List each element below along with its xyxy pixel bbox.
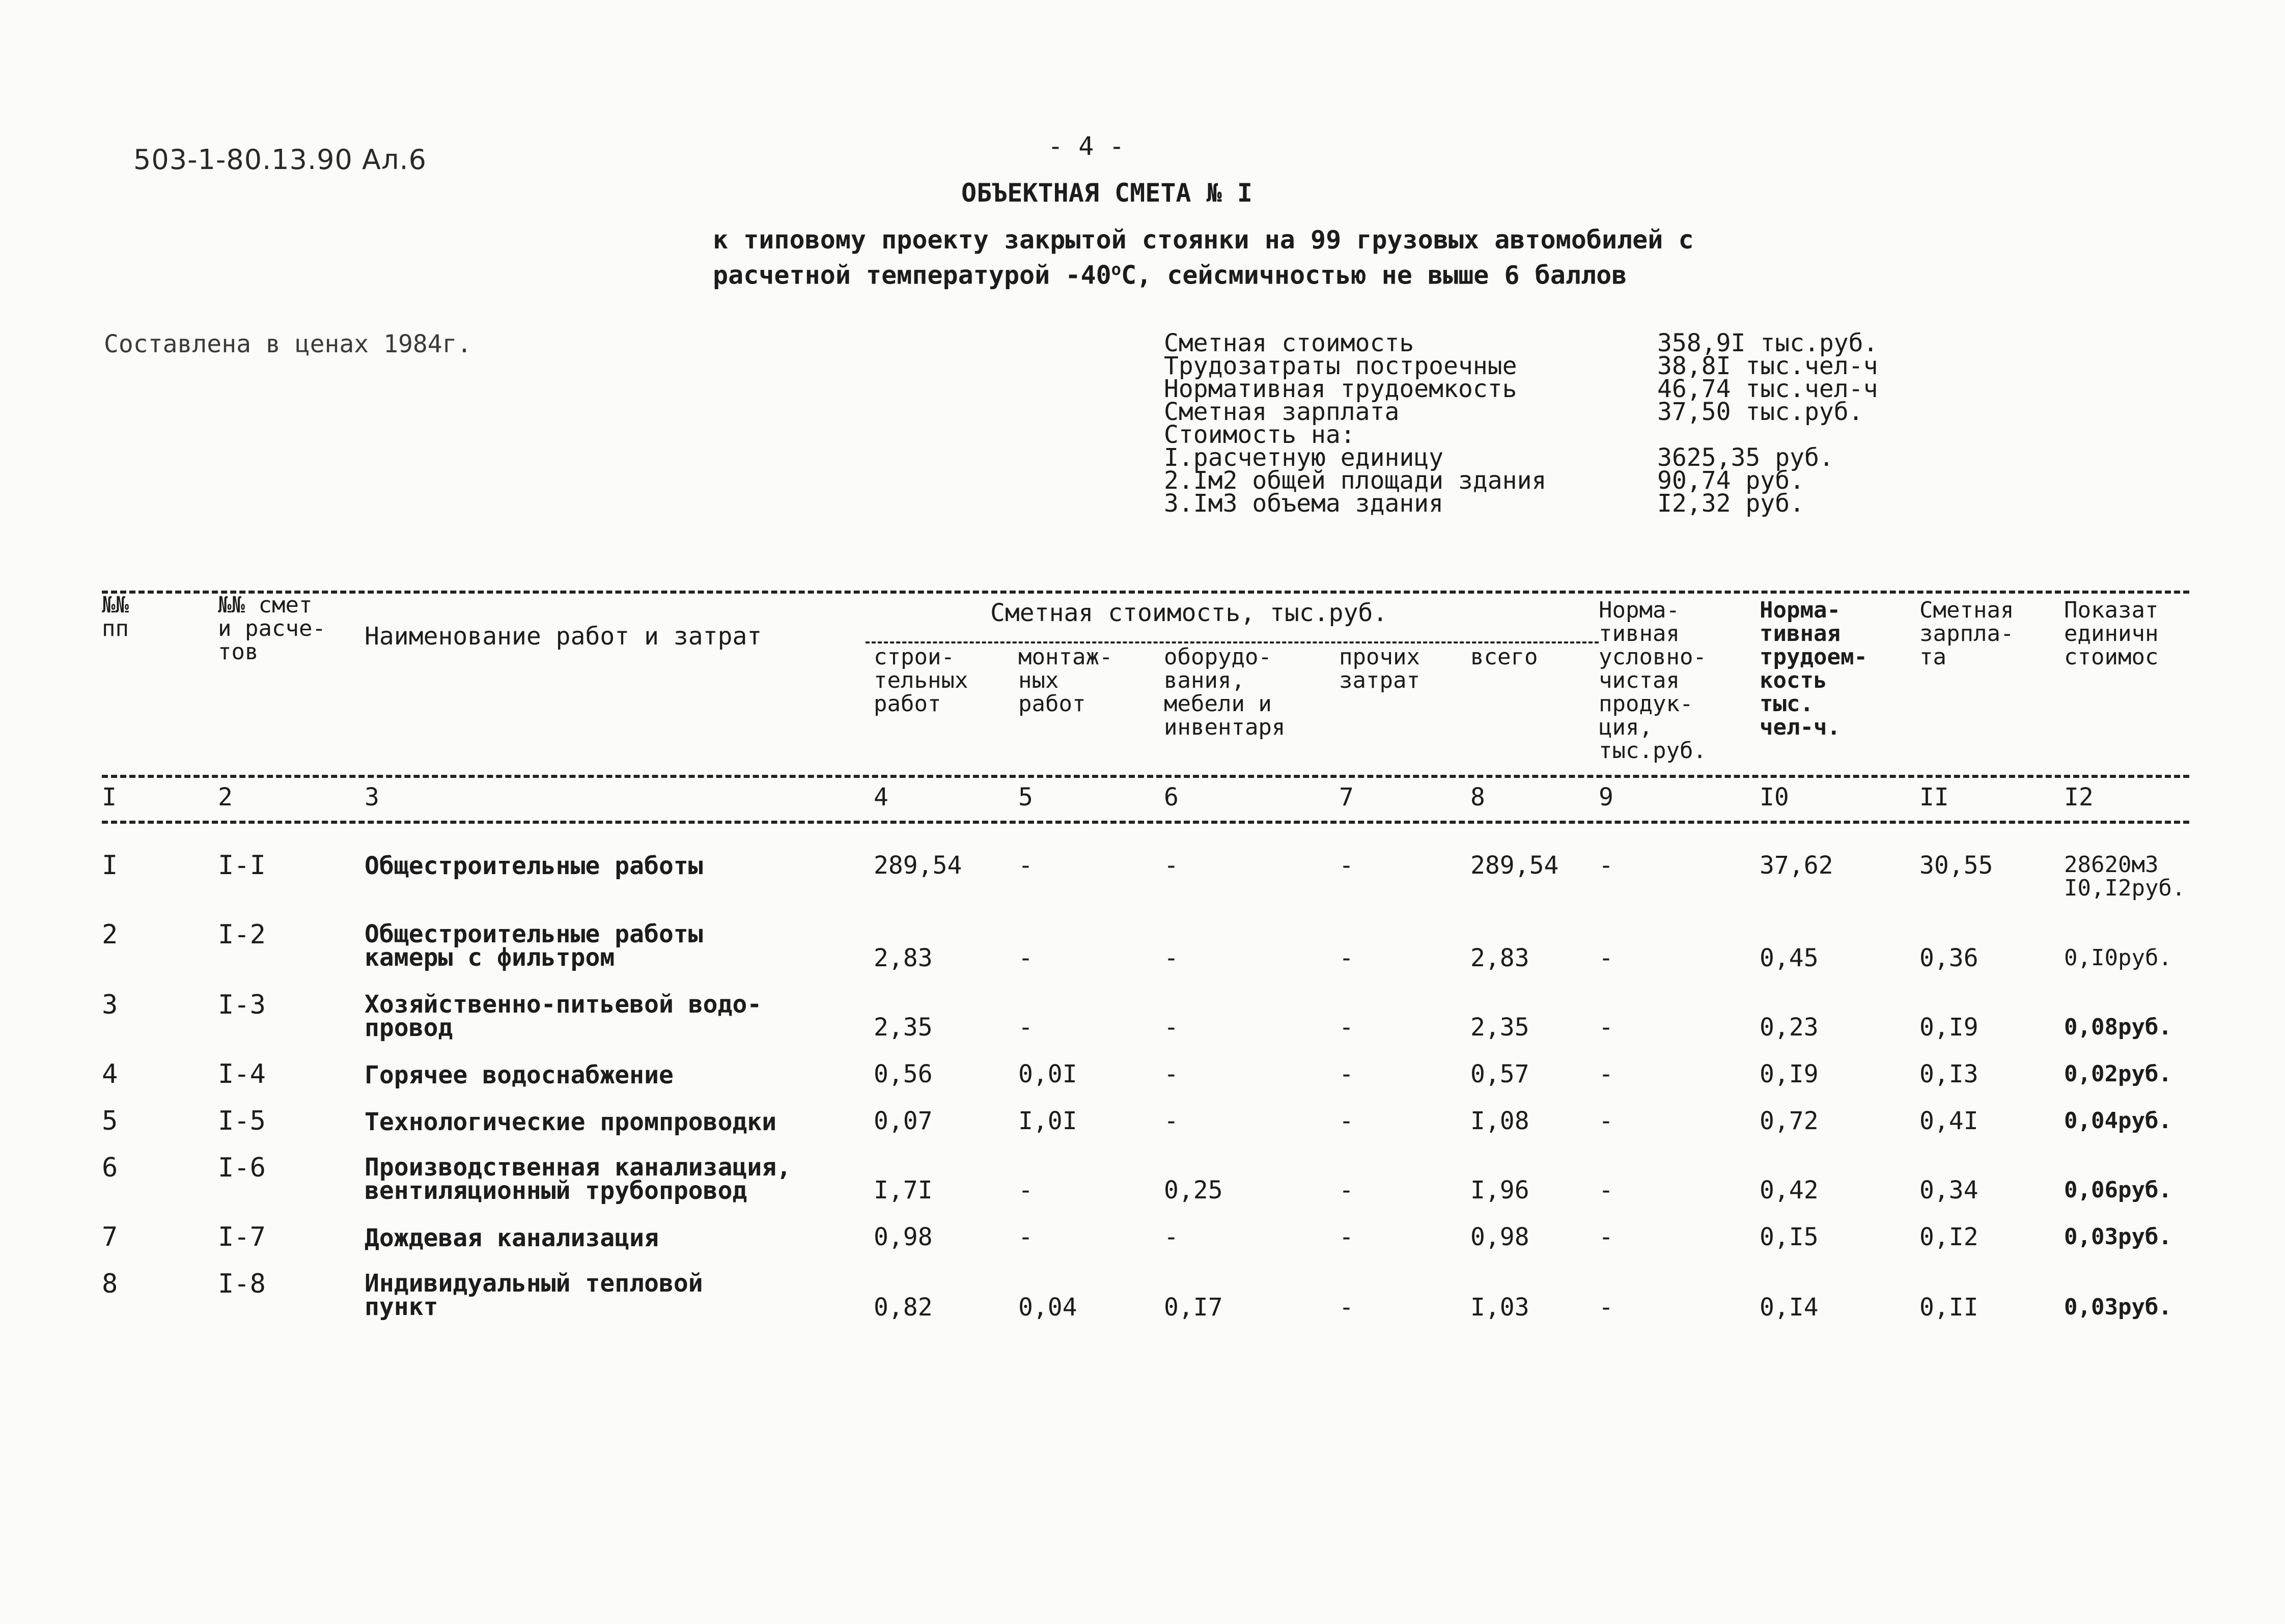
work-name: Технологические промпроводки: [365, 1108, 777, 1136]
unit-cost-indicator: 0,02руб.: [2064, 1061, 2172, 1087]
installation-cost: -: [1018, 851, 1033, 880]
header-estimate-number: №№ смет и расче- тов: [218, 592, 326, 665]
equipment-cost: -: [1164, 944, 1179, 972]
column-number: 5: [1018, 783, 1033, 811]
summary-value: I2,32 руб.: [1657, 489, 1804, 518]
work-name: Дождевая канализация: [365, 1224, 659, 1252]
row-number: 7: [102, 1222, 118, 1252]
header-bottom-rule: [102, 775, 2189, 778]
column-number: 4: [874, 783, 888, 811]
other-cost: -: [1339, 944, 1354, 972]
wages: 0,34: [1919, 1176, 1979, 1205]
construction-cost: 289,54: [874, 851, 962, 880]
labor-intensity: 37,62: [1760, 851, 1833, 880]
header-net-production: Норма- тивная условно- чистая продук- ция, тыс.руб.: [1599, 597, 1707, 764]
unit-cost-indicator: 0,06руб.: [2064, 1177, 2172, 1203]
equipment-cost: 0,25: [1164, 1176, 1223, 1205]
labor-intensity: 0,45: [1760, 944, 1819, 972]
total-cost: 0,98: [1470, 1223, 1529, 1251]
row-number: 3: [102, 990, 118, 1020]
wages: 0,36: [1919, 944, 1979, 972]
estimate-number: I-I: [218, 850, 266, 881]
net-production: -: [1599, 1223, 1613, 1251]
header-row-number: №№ пп: [102, 592, 129, 641]
summary-value: 38,8I тыс.чел-ч: [1657, 352, 1878, 380]
construction-cost: 0,82: [874, 1293, 933, 1322]
summary-value: 3625,35 руб.: [1657, 443, 1834, 472]
other-cost: -: [1339, 1107, 1354, 1135]
work-name: Индивидуальный тепловой пункт: [365, 1269, 703, 1321]
labor-intensity: 0,I9: [1760, 1060, 1819, 1088]
total-cost: 289,54: [1470, 851, 1559, 880]
unit-cost-indicator: 0,03руб.: [2064, 1294, 2172, 1320]
net-production: -: [1599, 944, 1613, 972]
header-total: всего: [1470, 644, 1538, 670]
document-code: 503-1-80.13.90 Ал.6: [133, 144, 427, 176]
other-cost: -: [1339, 1060, 1354, 1088]
column-number: 6: [1164, 783, 1179, 811]
labor-intensity: 0,72: [1760, 1107, 1819, 1135]
wages: 0,I9: [1919, 1013, 1979, 1042]
row-number: 8: [102, 1269, 118, 1299]
header-cost-group: Сметная стоимость, тыс.руб.: [990, 599, 1388, 627]
net-production: -: [1599, 1107, 1613, 1135]
equipment-cost: -: [1164, 851, 1179, 880]
header-wages: Сметная зарпла- та: [1919, 597, 2014, 670]
summary-value: 46,74 тыс.чел-ч: [1657, 375, 1878, 403]
summary-value: 90,74 руб.: [1657, 466, 1804, 495]
work-name: Горячее водоснабжение: [365, 1061, 674, 1089]
total-cost: I,96: [1470, 1176, 1529, 1205]
summary-label: Нормативная трудоемкость: [1164, 375, 1517, 403]
net-production: -: [1599, 1060, 1613, 1088]
page-number: - 4 -: [1048, 131, 1125, 161]
installation-cost: -: [1018, 1176, 1033, 1205]
wages: 0,I2: [1919, 1223, 1979, 1251]
other-cost: -: [1339, 1013, 1354, 1042]
work-name: Общестроительные работы: [365, 852, 703, 880]
net-production: -: [1599, 1176, 1613, 1205]
estimate-number: I-7: [218, 1222, 266, 1252]
other-cost: -: [1339, 851, 1354, 880]
labor-intensity: 0,42: [1760, 1176, 1819, 1205]
degree-mark: о: [1111, 260, 1121, 279]
subtitle-line-1: к типовому проекту закрытой стоянки на 99 грузовых автомобилей с: [713, 225, 1694, 255]
group-header-rule: [866, 641, 1599, 643]
subtitle-text-a: расчетной температурой -40: [713, 260, 1111, 290]
header-work-name: Наименование работ и затрат: [365, 622, 762, 651]
net-production: -: [1599, 1013, 1613, 1042]
document-title: ОБЪЕКТНАЯ СМЕТА № I: [961, 178, 1252, 208]
summary-value: 37,50 тыс.руб.: [1657, 398, 1863, 426]
summary-value: 358,9I тыс.руб.: [1657, 329, 1878, 357]
table-top-rule: [102, 591, 2189, 594]
construction-cost: 2,83: [874, 944, 933, 972]
other-cost: -: [1339, 1223, 1354, 1251]
subtitle-text-b: С, сейсмичностью не выше 6 баллов: [1121, 260, 1627, 290]
estimate-number: I-2: [218, 919, 266, 950]
summary-label: I.расчетную единицу: [1164, 443, 1444, 472]
net-production: -: [1599, 1293, 1613, 1322]
labor-intensity: 0,23: [1760, 1013, 1819, 1042]
header-installation: монтаж- ных работ: [1018, 644, 1113, 717]
unit-cost-indicator: 0,04руб.: [2064, 1108, 2172, 1134]
work-name: Хозяйственно-питьевой водо- провод: [365, 990, 762, 1042]
labor-intensity: 0,I4: [1760, 1293, 1819, 1322]
header-unit-cost-indicator: Показат единичн стоимос: [2064, 599, 2159, 669]
column-number: I: [102, 783, 117, 811]
row-number: 4: [102, 1059, 118, 1089]
construction-cost: 0,07: [874, 1107, 933, 1135]
estimate-number: I-6: [218, 1153, 266, 1183]
installation-cost: -: [1018, 1223, 1033, 1251]
equipment-cost: -: [1164, 1223, 1179, 1251]
row-number: I: [102, 850, 118, 881]
row-number: 2: [102, 919, 118, 950]
work-name: Общестроительные работы камеры с фильтром: [365, 920, 703, 972]
summary-label: Сметная стоимость: [1164, 329, 1414, 357]
column-number: 9: [1599, 783, 1613, 811]
total-cost: I,08: [1470, 1107, 1529, 1135]
installation-cost: -: [1018, 1013, 1033, 1042]
unit-cost-indicator: 28620м3 I0,I2руб.: [2064, 852, 2186, 901]
row-number: 5: [102, 1106, 118, 1136]
installation-cost: -: [1018, 944, 1033, 972]
unit-cost-indicator: 0,08руб.: [2064, 1014, 2172, 1040]
summary-label: Сметная зарплата: [1164, 398, 1400, 426]
header-labor-intensity: Норма- тивная трудоем- кость тыс. чел-ч.: [1760, 597, 1868, 740]
estimate-number: I-8: [218, 1269, 266, 1299]
header-other-costs: прочих затрат: [1339, 644, 1420, 693]
construction-cost: I,7I: [874, 1176, 933, 1205]
equipment-cost: -: [1164, 1013, 1179, 1042]
estimate-number: I-3: [218, 990, 266, 1020]
total-cost: 0,57: [1470, 1060, 1529, 1088]
net-production: -: [1599, 851, 1613, 880]
summary-label: Стоимость на:: [1164, 421, 1355, 449]
unit-cost-indicator: 0,03руб.: [2064, 1224, 2172, 1250]
construction-cost: 2,35: [874, 1013, 933, 1042]
row-number: 6: [102, 1153, 118, 1183]
equipment-cost: 0,I7: [1164, 1293, 1223, 1322]
wages: 0,II: [1919, 1293, 1979, 1322]
construction-cost: 0,98: [874, 1223, 933, 1251]
header-construction: строи- тельных работ: [874, 644, 968, 717]
wages: 0,4I: [1919, 1107, 1979, 1135]
installation-cost: I,0I: [1018, 1107, 1077, 1135]
construction-cost: 0,56: [874, 1060, 933, 1088]
column-number: I2: [2064, 783, 2094, 811]
column-number: 8: [1470, 783, 1485, 811]
column-number: 2: [218, 783, 233, 811]
wages: 0,I3: [1919, 1060, 1979, 1088]
summary-label: Трудозатраты построечные: [1164, 352, 1517, 380]
column-numbers-rule: [102, 821, 2189, 824]
installation-cost: 0,0I: [1018, 1060, 1077, 1088]
estimate-number: I-4: [218, 1059, 266, 1089]
equipment-cost: -: [1164, 1060, 1179, 1088]
column-number: I0: [1760, 783, 1789, 811]
labor-intensity: 0,I5: [1760, 1223, 1819, 1251]
total-cost: 2,35: [1470, 1013, 1529, 1042]
summary-label: 2.Iм2 общей площади здания: [1164, 466, 1547, 495]
work-name: Производственная канализация, вентиляционный трубопровод: [365, 1153, 792, 1205]
header-equipment: оборудо- вания, мебели и инвентаря: [1164, 644, 1286, 740]
wages: 30,55: [1919, 851, 1993, 880]
summary-label: 3.Iм3 объема здания: [1164, 489, 1444, 518]
column-number: 7: [1339, 783, 1354, 811]
installation-cost: 0,04: [1018, 1293, 1077, 1322]
estimate-number: I-5: [218, 1106, 266, 1136]
summary-values: [1657, 329, 1878, 518]
other-cost: -: [1339, 1293, 1354, 1322]
total-cost: 2,83: [1470, 944, 1529, 972]
prices-note: Составлена в ценах 1984г.: [104, 330, 472, 358]
column-number: II: [1919, 783, 1949, 811]
total-cost: I,03: [1470, 1293, 1529, 1322]
column-number: 3: [365, 783, 379, 811]
equipment-cost: -: [1164, 1107, 1179, 1135]
subtitle-line-2: [713, 260, 1627, 290]
summary-labels: [1164, 329, 1547, 518]
unit-cost-indicator: 0,I0руб.: [2064, 945, 2172, 971]
other-cost: -: [1339, 1176, 1354, 1205]
